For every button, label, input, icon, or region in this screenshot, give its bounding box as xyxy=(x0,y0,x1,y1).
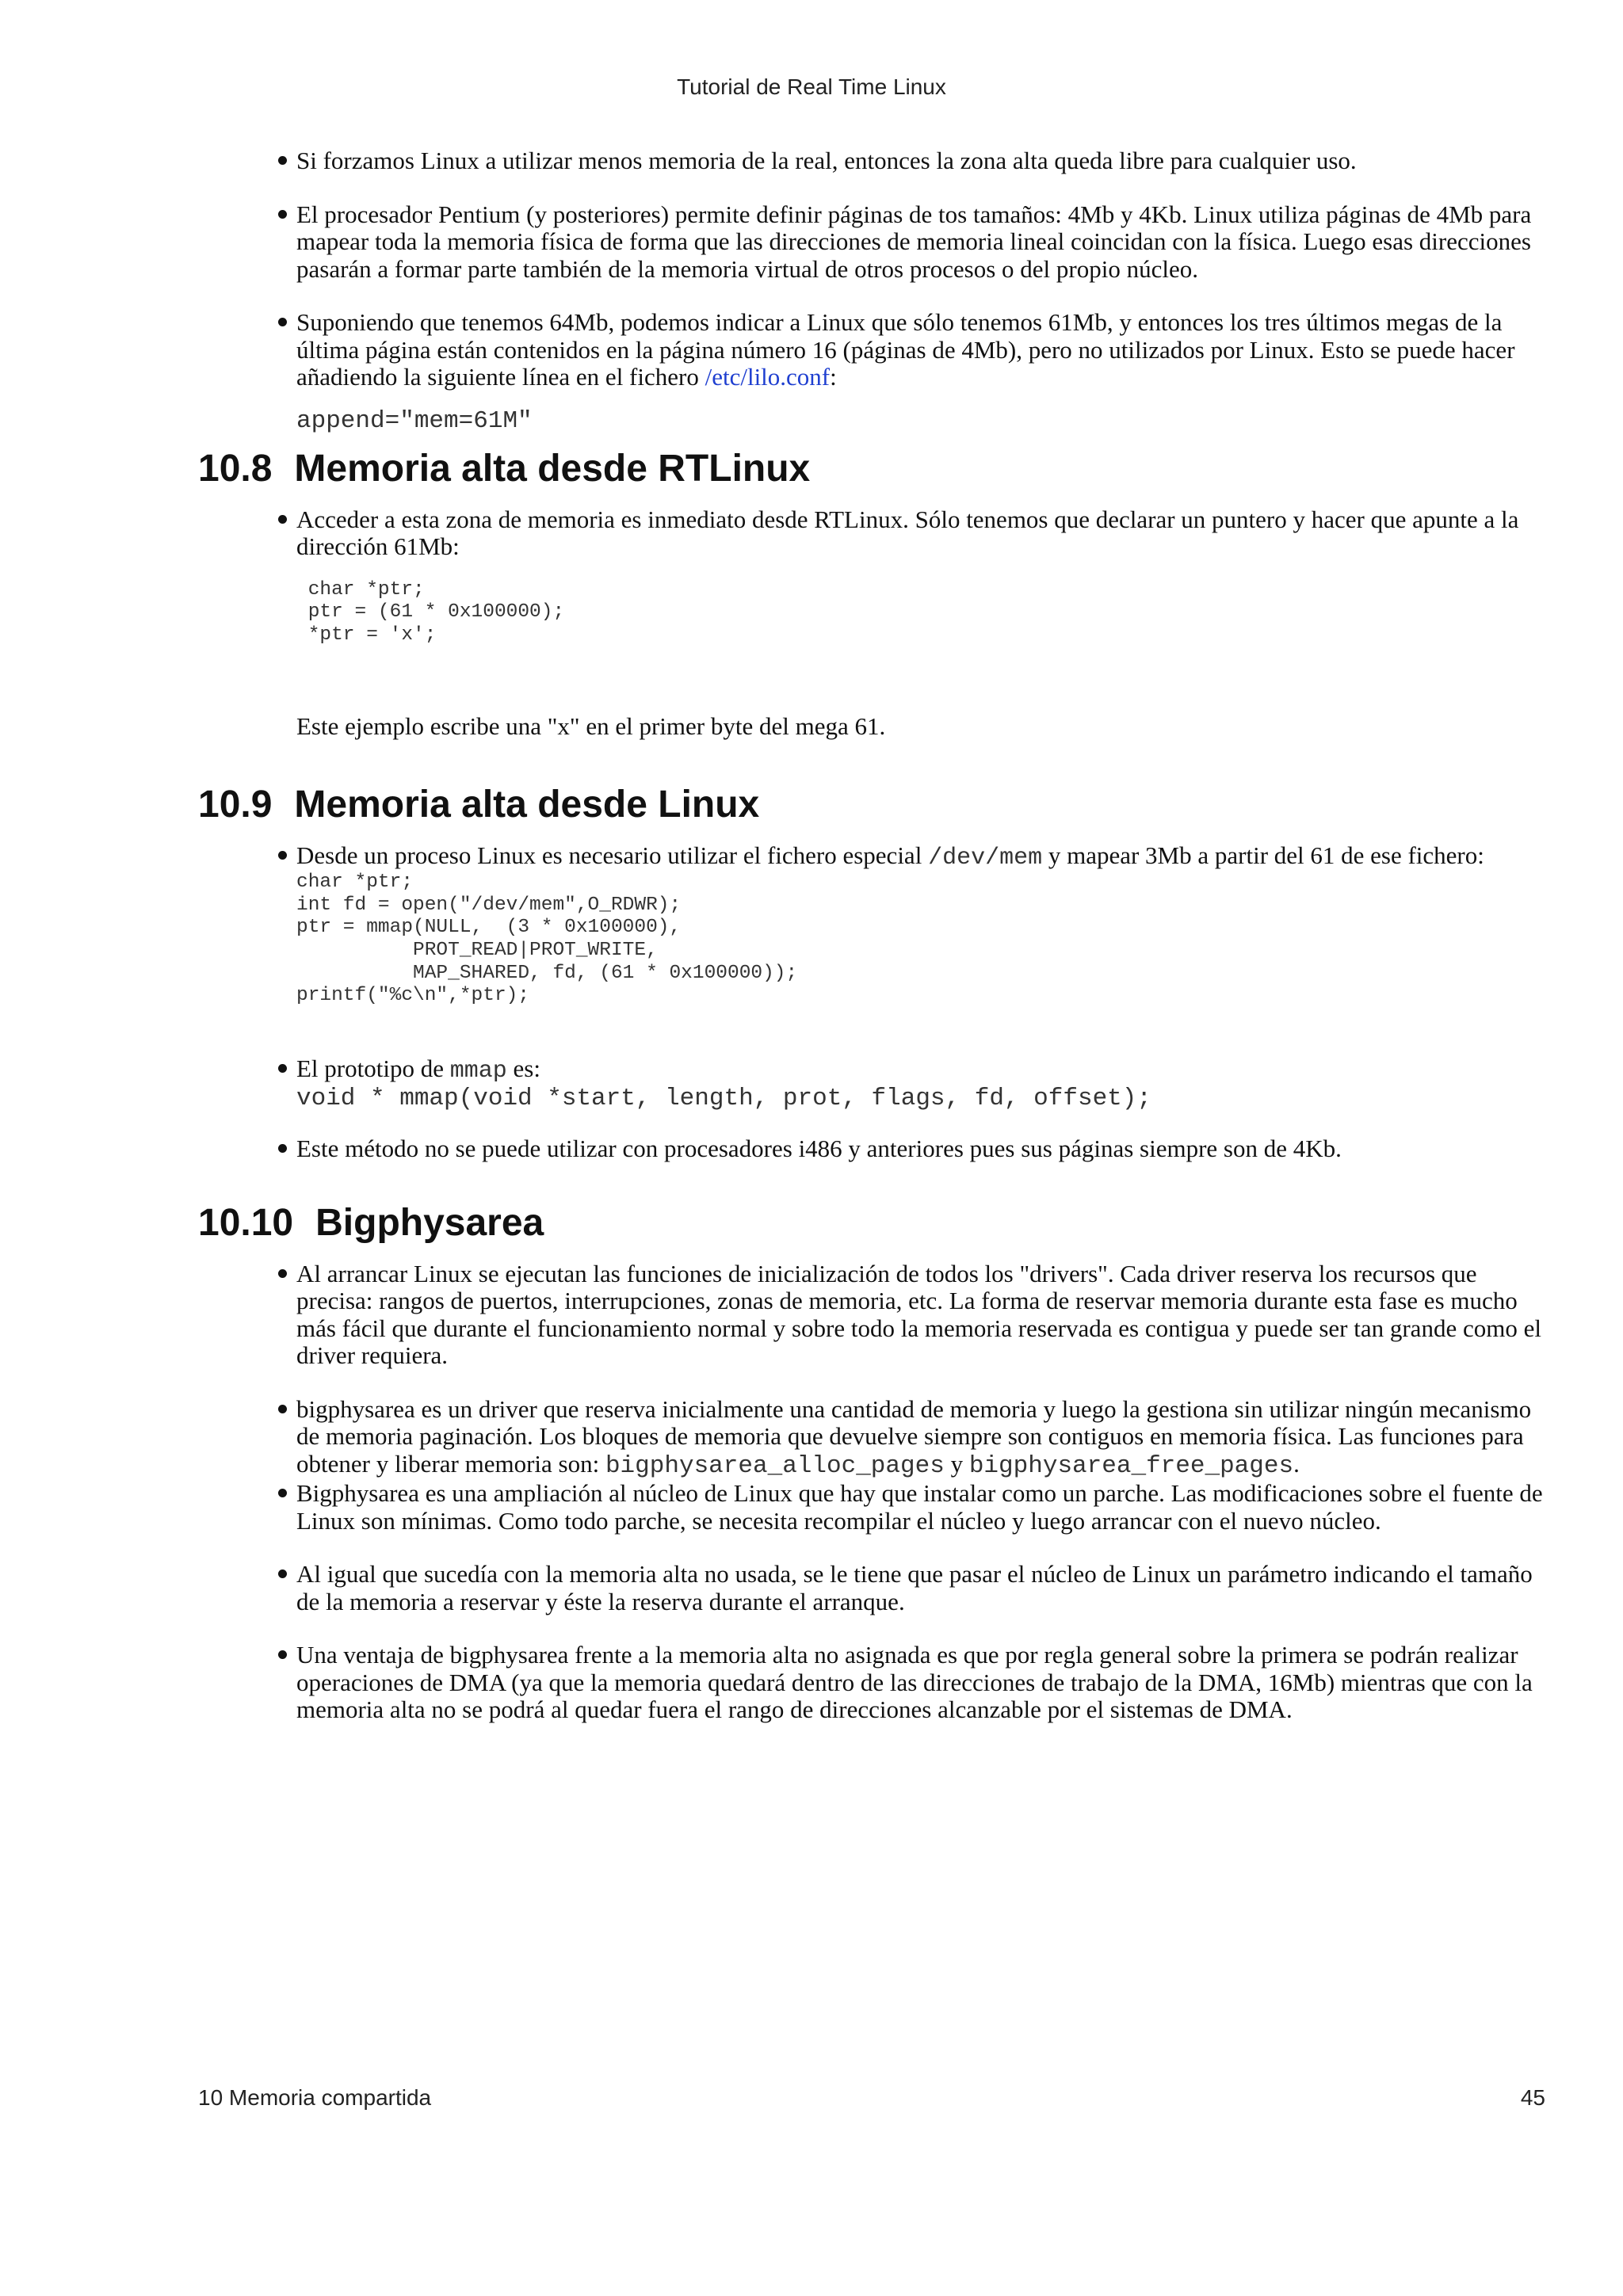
code-block: void * mmap(void *start, length, prot, flags, fd, offset); xyxy=(296,1085,1151,1113)
list-item xyxy=(198,201,1545,284)
paragraph: Al arrancar Linux se ejecutan las funciones de inicialización de todos los "drivers". Cada driver reserva los recursos que precisa: rangos de puertos, interrupciones, zonas de memoria, etc. La forma de reservar memoria durante esta fase es mucho más fácil que durante el funcionamiento normal y sobre todo la memoria reservada es contigua y puede ser tan grande como el driver requiera. xyxy=(296,1259,1541,1370)
paragraph: Bigphysarea es una ampliación al núcleo de Linux que hay que instalar como un parche. Las modificaciones sobre el fuente de Linux son mínimas. Como todo parche, se necesita recompilar el núcleo y luego arrancar con el nuevo núcleo. xyxy=(296,1479,1543,1535)
list-item xyxy=(198,842,1545,1008)
paragraph-text: y xyxy=(944,1449,969,1478)
paragraph: Acceder a esta zona de memoria es inmediato desde RTLinux. Sólo tenemos que declarar un puntero y hacer que apunte a la dirección 61Mb: xyxy=(296,505,1519,560)
section-heading xyxy=(198,447,1545,491)
bullet-icon xyxy=(278,515,287,524)
list-item xyxy=(198,1135,1545,1163)
section-heading xyxy=(198,1201,1545,1245)
section-number: 10.8 xyxy=(198,447,273,490)
list-item xyxy=(198,147,1545,175)
bullet-icon xyxy=(278,1569,287,1578)
page-number: 45 xyxy=(1520,2085,1545,2110)
bullet-icon xyxy=(278,156,287,165)
bullet-icon xyxy=(278,1064,287,1073)
paragraph xyxy=(296,309,1545,391)
section-title: Memoria alta desde Linux xyxy=(294,783,760,826)
bullet-icon xyxy=(278,1144,287,1153)
paragraph-text: El prototipo de xyxy=(296,1054,450,1082)
page-content xyxy=(198,147,1545,1724)
section-title: Memoria alta desde RTLinux xyxy=(294,447,811,490)
file-path-link[interactable]: /etc/lilo.conf xyxy=(705,363,831,391)
bullet-icon xyxy=(278,1489,287,1497)
bullet-icon xyxy=(278,851,287,860)
inline-code: mmap xyxy=(449,1057,507,1085)
paragraph xyxy=(296,1055,1545,1085)
code-block: char *ptr; ptr = (61 * 0x100000); *ptr = 'x'; xyxy=(307,578,565,646)
paragraph-text: Desde un proceso Linux es necesario utilizar el fichero especial xyxy=(296,841,929,869)
paragraph xyxy=(296,842,1545,872)
paragraph: Este ejemplo escribe una "x" en el primer byte del mega 61. xyxy=(296,712,886,741)
list-item xyxy=(198,1561,1545,1615)
list-item xyxy=(198,1396,1545,1481)
code-block: append="mem=61M" xyxy=(296,406,533,435)
section-number: 10.9 xyxy=(198,783,273,826)
inline-code: /dev/mem xyxy=(928,844,1043,871)
bullet-icon xyxy=(278,1405,287,1413)
inline-code: bigphysarea_alloc_pages xyxy=(605,1451,945,1480)
paragraph: Si forzamos Linux a utilizar menos memoria de la real, entonces la zona alta queda libre para cualquier uso. xyxy=(296,147,1357,174)
paragraph-text: es: xyxy=(506,1054,540,1082)
bullet-icon xyxy=(278,210,287,219)
code-block: char *ptr; int fd = open("/dev/mem",O_RDWR); ptr = mmap(NULL, (3 * 0x100000), PROT_READ|PROT_WRITE, MAP_SHARED, fd, (61 * 0x100000)); printf("%c\n",*ptr); xyxy=(296,871,798,1007)
bullet-icon xyxy=(278,1650,287,1659)
list-item xyxy=(198,309,1545,436)
bullet-icon xyxy=(278,318,287,326)
section-number: 10.10 xyxy=(198,1201,294,1244)
list-item xyxy=(198,1261,1545,1370)
running-header: Tutorial de Real Time Linux xyxy=(677,74,946,99)
list-item xyxy=(198,1642,1545,1724)
section-heading xyxy=(198,783,1545,827)
list-item xyxy=(198,1055,1545,1114)
list-item xyxy=(198,506,1545,647)
bullet-icon xyxy=(278,1269,287,1278)
list-item xyxy=(198,1480,1545,1535)
section-title: Bigphysarea xyxy=(315,1201,544,1244)
footer-chapter: 10 Memoria compartida xyxy=(198,2085,432,2110)
paragraph: Una ventaja de bigphysarea frente a la memoria alta no asignada es que por regla general sobre la primera se podrán realizar operaciones de DMA (ya que la memoria quedará dentro de las direcciones de trabajo de la DMA, 16Mb) mientras que con la memoria alta no se podrá al quedar fuera el rango de direcciones alcanzable por el sistemas de DMA. xyxy=(296,1641,1533,1724)
paragraph-text: y mapear 3Mb a partir del 61 de ese fichero: xyxy=(1042,841,1484,869)
paragraph-text: : xyxy=(830,363,837,391)
paragraph xyxy=(296,1396,1545,1481)
paragraph: Al igual que sucedía con la memoria alta no usada, se le tiene que pasar el núcleo de Linux un parámetro indicando el tamaño de la memoria a reservar y éste la reserva durante el arranque. xyxy=(296,1560,1533,1615)
paragraph-text: . xyxy=(1293,1449,1300,1478)
paragraph: Este método no se puede utilizar con procesadores i486 y anteriores pues sus páginas siempre son de 4Kb. xyxy=(296,1135,1342,1163)
inline-code: bigphysarea_free_pages xyxy=(968,1451,1294,1480)
paragraph-text: bigphysarea es un driver que reserva inicialmente una cantidad de memoria y luego la gestiona sin utilizar ningún mecanismo de memoria paginación. Los bloques de memoria que devuelve siempre son contiguos en memoria física. Las funciones para obtener y liberar memoria son: xyxy=(296,1394,1532,1478)
paragraph-text: Suponiendo que tenemos 64Mb, podemos indicar a Linux que sólo tenemos 61Mb, y entonces los tres últimos megas de la última página están contenidos en la página número 16 (páginas de 4Mb), pero no utilizados por Linux. Esto se puede hacer añadiendo la siguiente línea en el fichero xyxy=(296,308,1515,391)
running-footer xyxy=(198,2085,1545,2111)
paragraph: El procesador Pentium (y posteriores) permite definir páginas de tos tamaños: 4Mb y 4Kb. Linux utiliza páginas de 4Mb para mapear toda la memoria física de forma que las direcciones de memoria lineal coincidan con la física. Luego esas direcciones pasarán a formar parte también de la memoria virtual de otros procesos o del propio núcleo. xyxy=(296,200,1532,283)
